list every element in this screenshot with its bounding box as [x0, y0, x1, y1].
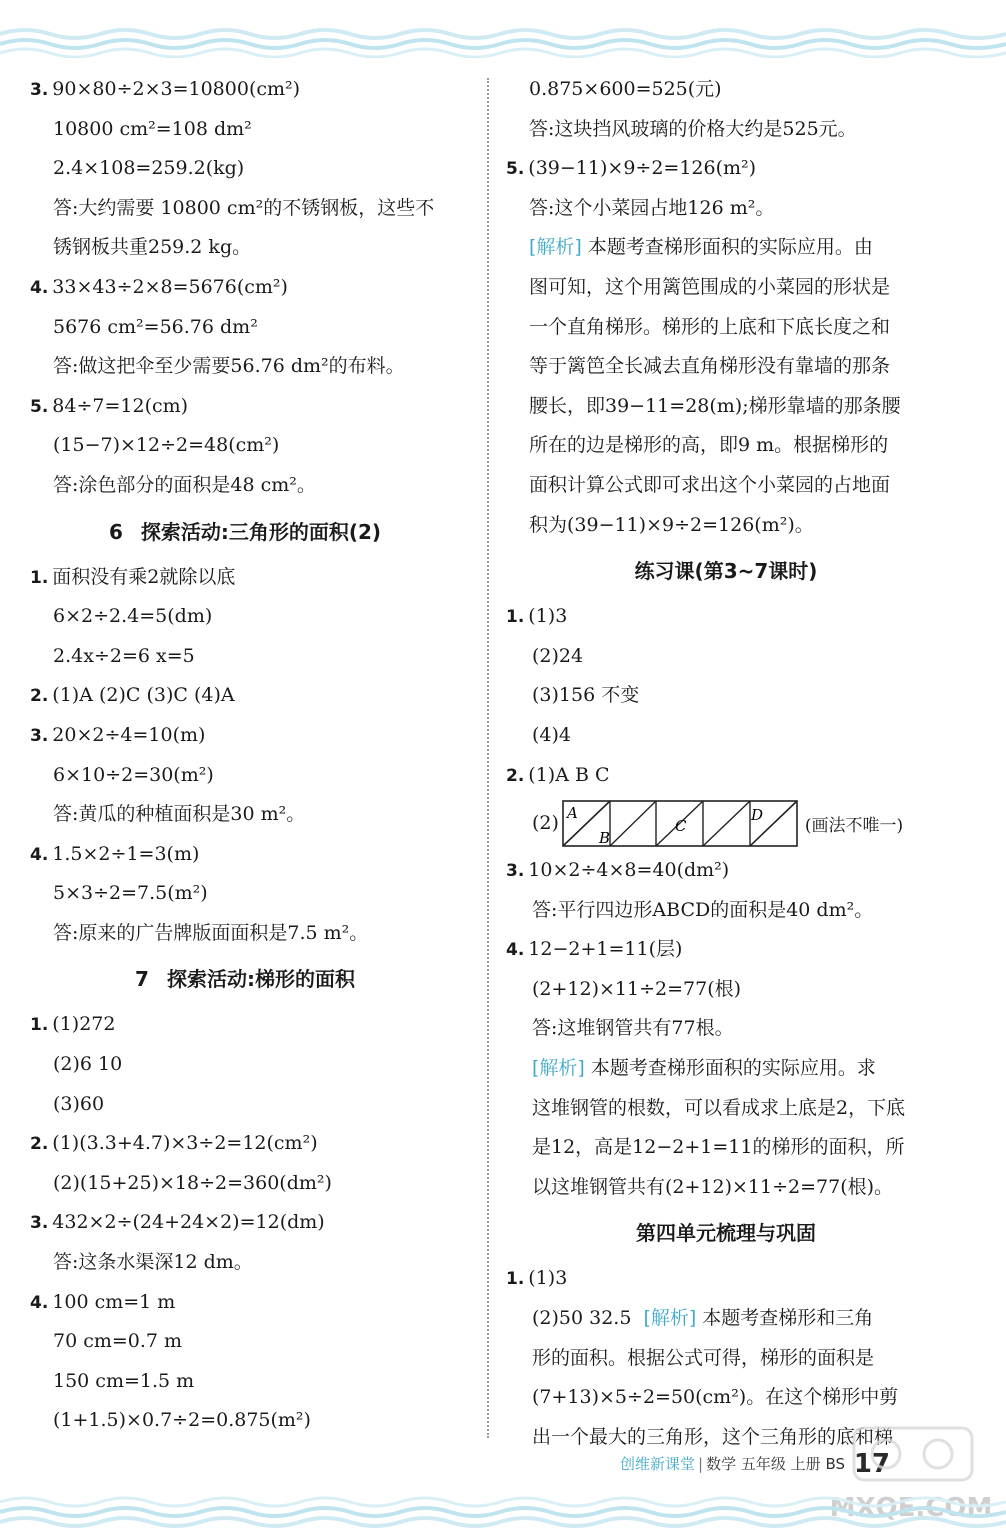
- analysis-line: 以这堆钢管共有(2+12)×11÷2=77(根)。: [532, 1175, 894, 1198]
- answer-text: 84÷7=12(cm): [52, 394, 189, 417]
- answer-text: 10×2÷4×8=40(dm²): [528, 859, 730, 882]
- question-number: 2.: [30, 1134, 49, 1155]
- answer-line: 150 cm=1.5 m: [53, 1369, 195, 1392]
- q5-line: [506, 149, 946, 189]
- parallelogram-grid-diagram: [561, 798, 801, 848]
- analysis-line: [506, 1049, 946, 1089]
- answer-line: [506, 1299, 946, 1339]
- analysis-line: 腰长，即39−11=28(m);梯形靠墙的那条腰: [529, 394, 901, 417]
- q4-line: [30, 268, 460, 308]
- top-wave-decoration: [0, 24, 1006, 58]
- right-column: [506, 70, 946, 1457]
- answer-line: 5676 cm²=56.76 dm²: [53, 315, 258, 338]
- section-heading-7: [30, 953, 460, 1005]
- answer-line: 0.875×600=525(元): [529, 78, 722, 100]
- question-number: 4.: [506, 940, 525, 961]
- answer-line: 6×10÷2=30(m²): [53, 763, 214, 786]
- question-number: 3.: [30, 80, 49, 100]
- s7-q1-line: [30, 1005, 460, 1045]
- vertex-label-b: B: [598, 829, 610, 848]
- question-number: 3.: [30, 725, 49, 746]
- s7-q4-line: [30, 1283, 460, 1323]
- question-number: 5.: [506, 159, 525, 180]
- answer-text: 33×43÷2×8=5676(cm²): [52, 275, 288, 298]
- answer-text: 90×80÷2×3=10800(cm²): [52, 78, 301, 100]
- s6-q3-line: [30, 716, 460, 756]
- footer-grade: 五年级: [740, 1455, 786, 1473]
- answer-text: (1)3: [528, 605, 568, 628]
- column-divider: [487, 78, 489, 1438]
- answer-text: (1)272: [52, 1013, 116, 1036]
- analysis-text: 本题考查梯形面积的实际应用。求: [590, 1057, 876, 1080]
- question-number: 4.: [30, 1292, 49, 1313]
- answer-text: 432×2÷(24+24×2)=12(dm): [52, 1211, 325, 1234]
- analysis-line: 等于篱笆全长减去直角梯形没有靠墙的那条: [529, 355, 891, 378]
- answer-line: 10800 cm²=108 dm²: [53, 117, 252, 140]
- answer-line: (1+1.5)×0.7÷2=0.875(m²): [53, 1409, 311, 1432]
- answer-text: 20×2÷4=10(m): [52, 723, 206, 746]
- answer-line: (2+12)×11÷2=77(根): [532, 977, 742, 1000]
- question-number: 4.: [30, 844, 49, 865]
- answer-line: 答:大约需要 10800 cm²的不锈钢板，这些不: [53, 196, 435, 219]
- p2-line: [506, 756, 946, 796]
- analysis-line: 一个直角梯形。梯形的上底和下底长度之和: [529, 315, 891, 338]
- s6-q1-line: [30, 558, 460, 598]
- answer-text: 12−2+1=11(层): [528, 938, 683, 961]
- question-number: 5.: [30, 396, 49, 417]
- analysis-line: (7+13)×5÷2=50(cm²)。在这个梯形中剪: [532, 1386, 899, 1409]
- answer-line: 5×3÷2=7.5(m²): [53, 882, 208, 905]
- answer-text: (1)(3.3+4.7)×3÷2=12(cm²): [52, 1132, 318, 1155]
- page-number: 17: [853, 1449, 890, 1479]
- analysis-tag: [解析]: [532, 1057, 585, 1080]
- q5-line: [30, 387, 460, 427]
- p3-line: [506, 851, 946, 891]
- analysis-line: 这堆钢管的根数，可以看成求上底是2，下底: [532, 1096, 906, 1119]
- answer-line: (2)(15+25)×18÷2=360(dm²): [53, 1171, 332, 1194]
- answer-text: (1)A (2)C (3)C (4)A: [52, 684, 235, 707]
- p2-diagram-line: [506, 795, 946, 851]
- answer-text: 100 cm=1 m: [52, 1290, 176, 1313]
- answer-line: (2)6 10: [53, 1053, 123, 1076]
- footer-subject: 数学: [706, 1455, 737, 1473]
- footer-edition: BS: [825, 1455, 846, 1473]
- s6-q4-line: [30, 835, 460, 875]
- q3-line: [30, 70, 460, 110]
- analysis-line: [506, 228, 946, 268]
- answer-line: 答:这个小菜园占地126 m²。: [529, 196, 775, 219]
- analysis-line: 积为(39−11)×9÷2=126(m²)。: [529, 513, 814, 536]
- analysis-line: 形的面积。根据公式可得，梯形的面积是: [532, 1346, 875, 1369]
- section-number: 7: [135, 967, 149, 992]
- answer-line: (4)4: [532, 723, 572, 746]
- question-number: 3.: [30, 1213, 49, 1234]
- answer-line: 2.4×108=259.2(kg): [53, 157, 245, 180]
- question-number: 2.: [506, 765, 525, 786]
- question-number: 1.: [30, 567, 49, 588]
- section-heading-6: [30, 506, 460, 558]
- p1-line: [506, 597, 946, 637]
- answer-line: 答:黄瓜的种植面积是30 m²。: [53, 803, 306, 826]
- s7-q3-line: [30, 1203, 460, 1243]
- analysis-line: 是12，高是12−2+1=11的梯形的面积，所: [532, 1136, 905, 1159]
- question-number: 1.: [30, 1015, 49, 1036]
- analysis-tag: [解析]: [529, 236, 582, 259]
- left-column: [30, 70, 460, 1441]
- answer-text: (1)A B C: [528, 763, 610, 786]
- section-heading-unit4: 第四单元梳理与巩固: [636, 1221, 816, 1246]
- bottom-wave-decoration: [0, 1494, 1006, 1528]
- answer-line: 答:原来的广告牌版面面积是7.5 m²。: [53, 921, 369, 944]
- answer-text: 面积没有乘2就除以底: [52, 565, 236, 588]
- answer-line: 锈钢板共重259.2 kg。: [53, 236, 252, 259]
- answer-line: (3)156 不变: [532, 684, 640, 707]
- answer-line: 2.4x÷2=6 x=5: [53, 644, 195, 667]
- answer-line: 答:平行四边形ABCD的面积是40 dm²。: [532, 898, 874, 921]
- answer-text: (39−11)×9÷2=126(m²): [528, 157, 757, 180]
- analysis-line: 图可知，这个用篱笆围成的小菜园的形状是: [529, 275, 891, 298]
- diagram-note: (画法不唯一): [804, 815, 904, 836]
- answer-line: (2)24: [532, 644, 584, 667]
- answer-text: (2): [532, 812, 559, 835]
- u1-line: [506, 1259, 946, 1299]
- analysis-text: 本题考查梯形面积的实际应用。由: [587, 236, 873, 259]
- footer-brand: 创维新课堂: [620, 1455, 696, 1473]
- analysis-line: 出一个最大的三角形，这个三角形的底和梯: [532, 1425, 894, 1448]
- page-footer: 创维新课堂 | 数学 五年级 上册 BS 17: [620, 1449, 890, 1479]
- answer-line: 答:这块挡风玻璃的价格大约是525元。: [529, 117, 857, 140]
- answer-line: 答:这条水渠深12 dm。: [53, 1251, 253, 1274]
- answer-line: 6×2÷2.4=5(dm): [53, 605, 213, 628]
- section-title: 探索活动:梯形的面积: [166, 967, 355, 992]
- question-number: 1.: [506, 607, 525, 628]
- question-number: 1.: [506, 1269, 525, 1290]
- question-number: 3.: [506, 861, 525, 882]
- question-number: 2.: [30, 686, 49, 707]
- answer-line: 答:涂色部分的面积是48 cm²。: [53, 473, 316, 496]
- answer-text: (2)50 32.5: [532, 1307, 632, 1330]
- answer-text: (1)3: [528, 1267, 568, 1290]
- section-heading-practice: 练习课(第3~7课时): [634, 559, 818, 584]
- answer-line: (3)60: [53, 1092, 105, 1115]
- analysis-line: 所在的边是梯形的高，即9 m。根据梯形的: [529, 434, 889, 457]
- answer-line: (15−7)×12÷2=48(cm²): [53, 434, 280, 457]
- vertex-label-d: D: [750, 806, 763, 825]
- s6-q2-line: [30, 676, 460, 716]
- analysis-tag: [解析]: [643, 1307, 697, 1330]
- answer-line: 答:做这把伞至少需要56.76 dm²的布料。: [53, 355, 405, 378]
- answer-text: 1.5×2÷1=3(m): [52, 842, 200, 865]
- p4-line: [506, 930, 946, 970]
- section-title: 探索活动:三角形的面积(2): [140, 519, 382, 544]
- vertex-label-a: A: [566, 804, 578, 823]
- analysis-line: 面积计算公式即可求出这个小菜园的占地面: [529, 473, 891, 496]
- analysis-text: 本题考查梯形和三角: [702, 1307, 874, 1330]
- watermark-text: MXQE.COM: [829, 1493, 993, 1523]
- footer-volume: 上册: [790, 1455, 821, 1473]
- s7-q2-line: [30, 1124, 460, 1164]
- answer-line: 答:这堆钢管共有77根。: [532, 1017, 734, 1040]
- section-number: 6: [108, 519, 123, 544]
- vertex-label-c: C: [674, 817, 687, 836]
- answer-line: 70 cm=0.7 m: [53, 1330, 183, 1353]
- question-number: 4.: [30, 277, 49, 298]
